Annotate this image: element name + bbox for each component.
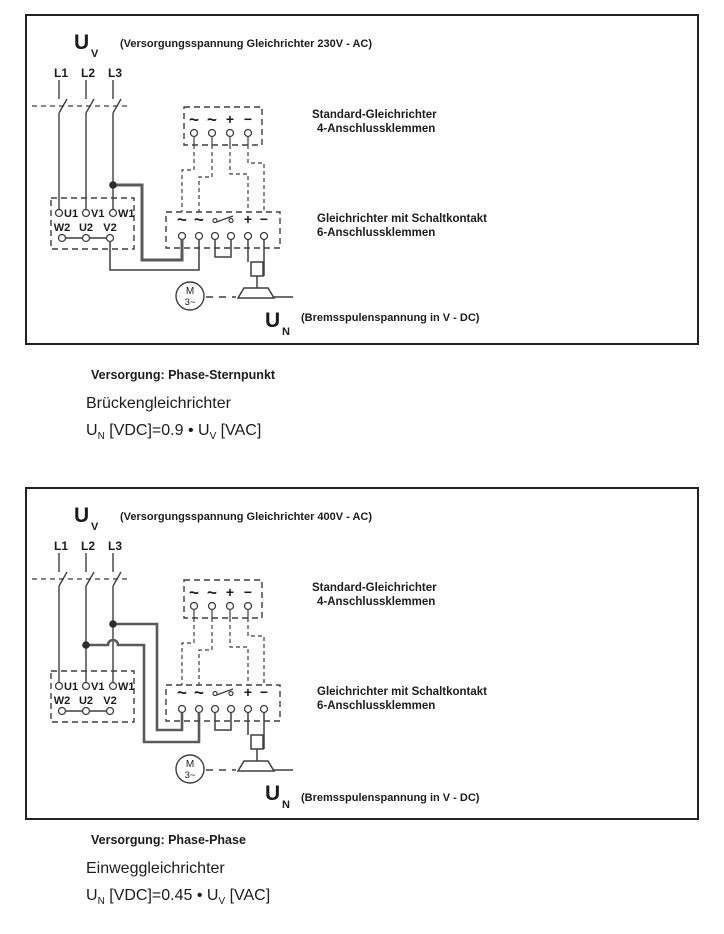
brake-coil xyxy=(251,735,263,749)
box4-symbol-ac1: ~ xyxy=(189,110,199,129)
brake-voltage-note: (Bremsspulenspannung in V - DC) xyxy=(301,312,480,324)
brake-shoe xyxy=(238,288,274,298)
formula-part: [VAC] xyxy=(225,887,271,904)
phase-lines-and-switches xyxy=(32,553,127,683)
brake-shoe xyxy=(238,761,274,771)
motor-phase-text: 3~ xyxy=(184,297,196,308)
box6-symbol-ac2: ~ xyxy=(194,210,204,229)
switch-rectifier-label-1: Gleichrichter mit Schaltkontakt xyxy=(317,686,487,698)
box6-symbol-ac1: ~ xyxy=(177,210,187,229)
terminal-v1: V1 xyxy=(91,681,105,693)
switch-rectifier-label-2: 6-Anschlussklemmen xyxy=(317,700,436,712)
switch-rectifier-label-2: 6-Anschlussklemmen xyxy=(317,227,436,239)
motor-letter: M xyxy=(185,759,195,770)
phase-label-l2: L2 xyxy=(80,539,96,553)
junction-dot-l3 xyxy=(109,620,117,628)
motor-symbol xyxy=(176,282,204,310)
terminal-v2: V2 xyxy=(103,222,117,234)
supply-type-label: Versorgung: Phase-Sternpunkt xyxy=(91,368,276,382)
terminal-v1: V1 xyxy=(91,208,105,220)
box6-symbol-ac1: ~ xyxy=(177,683,187,702)
formula-subscript: N xyxy=(97,896,105,907)
standard-rectifier-label-1: Standard-Gleichrichter xyxy=(312,582,437,594)
voltage-formula xyxy=(86,887,270,907)
diagram-230v-svg xyxy=(27,16,697,343)
motor-letter: M xyxy=(185,286,195,297)
supply-type-label: Versorgung: Phase-Phase xyxy=(91,833,246,847)
terminal-u2: U2 xyxy=(78,695,94,707)
brake-voltage-symbol: U xyxy=(265,782,281,805)
motor-terminal-box xyxy=(51,671,135,722)
terminal-w1: W1 xyxy=(118,208,135,220)
rectifier-type-label: Einweggleichrichter xyxy=(86,860,225,877)
standard-rectifier-label-2: 4-Anschlussklemmen xyxy=(317,123,436,135)
box6-symbol-plus: + xyxy=(243,211,253,227)
standard-rectifier-box xyxy=(184,580,262,618)
junction-dot-l2 xyxy=(82,641,90,649)
voltage-formula xyxy=(86,422,275,442)
formula-part: [VAC] xyxy=(216,422,262,439)
switch-contact-symbol xyxy=(213,216,233,223)
formula-part: U xyxy=(198,422,210,439)
phase-label-l1: L1 xyxy=(53,66,69,80)
switch-rectifier-label-1: Gleichrichter mit Schaltkontakt xyxy=(317,213,487,225)
diagram-400v-svg xyxy=(27,489,697,818)
caption-400v xyxy=(86,833,270,907)
switch-contact-symbol xyxy=(213,689,233,696)
star-point-wire xyxy=(110,240,199,270)
rectifier-option-dashed-links xyxy=(182,145,264,212)
formula-subscript: V xyxy=(209,431,217,442)
terminal-w1: W1 xyxy=(118,681,135,693)
supply-voltage-note: (Versorgungsspannung Gleichrichter 400V - AC) xyxy=(120,511,373,523)
standard-rectifier-box xyxy=(184,107,262,145)
formula-subscript: V xyxy=(218,896,226,907)
motor-symbol xyxy=(176,755,204,783)
rectifier-type-label: Brückengleichrichter xyxy=(86,395,231,412)
formula-part: [VDC]=0.45 • xyxy=(104,887,207,904)
phase-label-l3: L3 xyxy=(107,66,123,80)
box4-symbol-minus: − xyxy=(243,111,253,127)
supply-voltage-symbol: U xyxy=(74,504,90,527)
formula-part: U xyxy=(86,422,98,439)
box4-symbol-ac1: ~ xyxy=(189,583,199,602)
box4-symbol-plus: + xyxy=(225,111,235,127)
diagram-230v-panel xyxy=(25,14,699,345)
brake-voltage-subscript: N xyxy=(282,799,290,811)
brake-voltage-subscript: N xyxy=(282,326,290,338)
formula-part: [VDC]=0.9 • xyxy=(104,422,198,439)
phase-label-l3: L3 xyxy=(107,539,123,553)
box4-symbol-ac2: ~ xyxy=(207,110,217,129)
junction-dot-l3 xyxy=(109,181,117,189)
terminal-u1: U1 xyxy=(64,208,79,220)
box4-symbol-minus: − xyxy=(243,584,253,600)
phase-label-l1: L1 xyxy=(53,539,69,553)
motor-phase-text: 3~ xyxy=(184,770,196,781)
motor-terminal-box xyxy=(51,198,135,249)
terminal-u1: U1 xyxy=(64,681,79,693)
terminal-w2: W2 xyxy=(53,695,71,707)
terminal-u2: U2 xyxy=(78,222,94,234)
box6-symbol-plus: + xyxy=(243,684,253,700)
box4-symbol-ac2: ~ xyxy=(207,583,217,602)
caption-230v xyxy=(86,368,275,442)
supply-voltage-subscript: V xyxy=(91,48,99,60)
formula-part: U xyxy=(86,887,98,904)
supply-voltage-symbol: U xyxy=(74,31,90,54)
phase-l3-wire-to-rectifier xyxy=(113,624,182,730)
box6-symbol-ac2: ~ xyxy=(194,683,204,702)
box6-symbol-minus: − xyxy=(259,211,269,227)
phase-label-l2: L2 xyxy=(80,66,96,80)
diagram-400v-panel xyxy=(25,487,699,820)
formula-subscript: N xyxy=(97,431,105,442)
rectifier-option-dashed-links xyxy=(182,618,264,685)
brake-coil xyxy=(251,262,263,276)
brake-voltage-note: (Bremsspulenspannung in V - DC) xyxy=(301,792,480,804)
phase-lines-and-switches xyxy=(32,80,127,210)
supply-voltage-note: (Versorgungsspannung Gleichrichter 230V - AC) xyxy=(120,38,373,50)
standard-rectifier-label-2: 4-Anschlussklemmen xyxy=(317,596,436,608)
supply-voltage-subscript: V xyxy=(91,521,99,533)
formula-part: U xyxy=(206,887,219,904)
brake-voltage-symbol: U xyxy=(265,309,281,332)
box6-symbol-minus: − xyxy=(259,684,269,700)
box4-symbol-plus: + xyxy=(225,584,235,600)
terminal-w2: W2 xyxy=(53,222,71,234)
terminal-v2: V2 xyxy=(103,695,117,707)
standard-rectifier-label-1: Standard-Gleichrichter xyxy=(312,109,437,121)
